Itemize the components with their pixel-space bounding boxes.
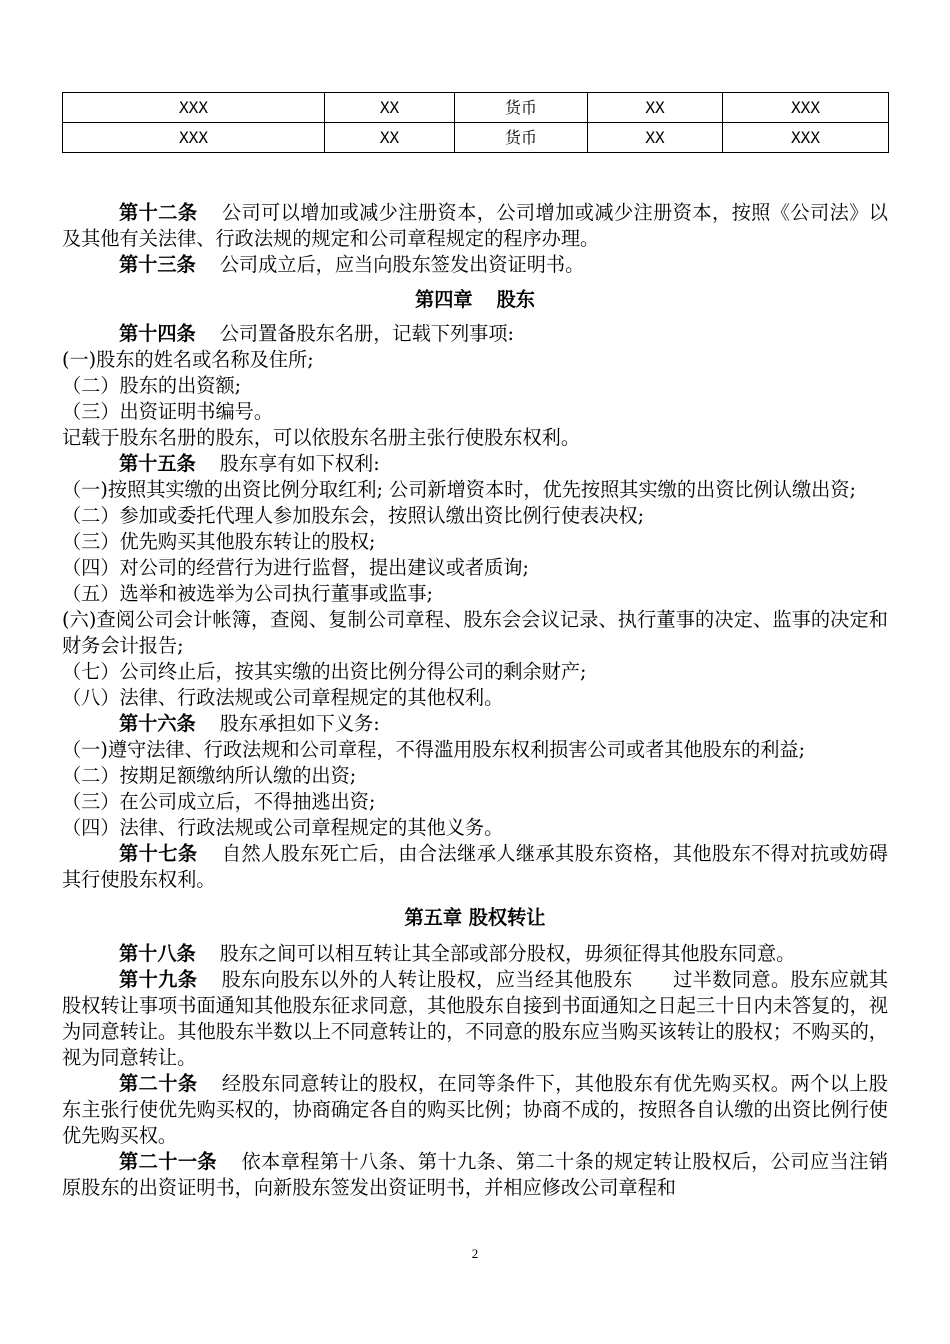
article-label: 第十七条 — [119, 842, 198, 865]
shareholder-cell: XXX — [63, 93, 325, 123]
article-label: 第二十条 — [119, 1072, 198, 1095]
article-label: 第十二条 — [119, 201, 198, 224]
list-item: （四）法律、行政法规或公司章程规定的其他义务。 — [62, 816, 504, 839]
document-body — [62, 200, 888, 1201]
article-text: 股东向股东以外的人转让股权，应当经其他股东 — [221, 968, 633, 991]
article-16 — [62, 711, 888, 737]
list-item: （三）在公司成立后，不得抽逃出资; — [62, 790, 376, 813]
list-item: （三）出资证明书编号。 — [62, 400, 274, 423]
list-item: （二）股东的出资额; — [62, 374, 242, 397]
ratio-cell: XX — [588, 93, 723, 123]
capital-contribution-table — [62, 92, 889, 153]
list-item: （五）选举和被选举为公司执行董事或监事; — [62, 582, 434, 605]
article-label: 第二十一条 — [119, 1150, 218, 1173]
article-13 — [62, 252, 888, 278]
list-item: （四）对公司的经营行为进行监督，提出建议或者质询; — [62, 556, 529, 579]
page-number: 2 — [471, 1246, 479, 1261]
article-label: 第十三条 — [119, 253, 196, 276]
article-12 — [62, 200, 888, 252]
article-21 — [62, 1149, 888, 1201]
article-19 — [62, 967, 888, 1071]
article-text: 经股东同意转让的股权，在同等条件下，其他股东有优先购买权。两个以上股东主张行使优先购买权的，协商确定各自的购买比例；协商不成的，按照各自认缴的出资比例行使优先购买权。 — [62, 1072, 888, 1147]
method-cell: 货币 — [455, 93, 588, 123]
article-18 — [62, 941, 888, 967]
list-item: (一)股东的姓名或名称及住所; — [62, 348, 314, 371]
article-text: 公司可以增加或减少注册资本，公司增加或减少注册资本，按照《公司法》以及其他有关法律、行政法规的规定和公司章程规定的程序办理。 — [62, 201, 888, 250]
amount-cell: XX — [325, 93, 455, 123]
list-item: （七）公司终止后，按其实缴的出资比例分得公司的剩余财产; — [62, 660, 587, 683]
list-item: （一)遵守法律、行政法规和公司章程，不得滥用股东权利损害公司或者其他股东的利益; — [62, 738, 806, 761]
article-label: 第十八条 — [119, 942, 196, 965]
article-label: 第十四条 — [119, 322, 196, 345]
article-text: 过半数同意。股东应就其股权转让事项书面通知其他股东征求同意，其他股东自接到书面通知之日起三十日内未答复的，视为同意转让。其他股东半数以上不同意转让的，不同意的股东应当购买该转让的股权；不购买的，视为同意转让。 — [62, 968, 889, 1069]
list-item: （八）法律、行政法规或公司章程规定的其他权利。 — [62, 686, 504, 709]
article-label: 第十六条 — [119, 712, 196, 735]
table-row — [63, 93, 889, 123]
list-item: （二）按期足额缴纳所认缴的出资; — [62, 764, 357, 787]
article-15 — [62, 451, 888, 477]
list-item: （三）优先购买其他股东转让的股权; — [62, 530, 376, 553]
amount-cell: XX — [325, 123, 455, 153]
ratio-cell: XX — [588, 123, 723, 153]
article-20 — [62, 1071, 888, 1149]
list-item: (六)查阅公司会计帐簿，查阅、复制公司章程、股东会会议记录、执行董事的决定、监事的决定和财务会计报告; — [62, 608, 888, 657]
article-text: 记载于股东名册的股东，可以依股东名册主张行使股东权利。 — [62, 426, 581, 449]
date-cell: XXX — [723, 123, 889, 153]
article-text: 股东享有如下权利: — [219, 452, 380, 475]
article-label: 第十五条 — [119, 452, 196, 475]
article-text: 自然人股东死亡后，由合法继承人继承其股东资格，其他股东不得对抗或妨碍其行使股东权利。 — [62, 842, 888, 891]
article-text: 依本章程第十八条、第十九条、第二十条的规定转让股权后，公司应当注销原股东的出资证明书，向新股东签发出资证明书，并相应修改公司章程和 — [62, 1150, 889, 1199]
shareholder-cell: XXX — [63, 123, 325, 153]
table-row — [63, 123, 889, 153]
list-item: （一)按照其实缴的出资比例分取红利; 公司新增资本时，优先按照其实缴的出资比例认缴出资; — [62, 478, 857, 501]
method-cell: 货币 — [455, 123, 588, 153]
date-cell: XXX — [723, 93, 889, 123]
article-17 — [62, 841, 888, 893]
article-label: 第十九条 — [119, 968, 198, 991]
article-text: 公司置备股东名册，记载下列事项: — [219, 322, 515, 345]
article-text: 公司成立后，应当向股东签发出资证明书。 — [219, 253, 585, 276]
article-text: 股东之间可以相互转让其全部或部分股权，毋须征得其他股东同意。 — [219, 942, 796, 965]
chapter-5-heading: 第五章 股权转让 — [404, 906, 546, 929]
article-14 — [62, 321, 888, 347]
list-item: （二）参加或委托代理人参加股东会，按照认缴出资比例行使表决权; — [62, 504, 645, 527]
article-text: 股东承担如下义务: — [219, 712, 380, 735]
chapter-4-heading: 第四章 股东 — [415, 288, 535, 311]
